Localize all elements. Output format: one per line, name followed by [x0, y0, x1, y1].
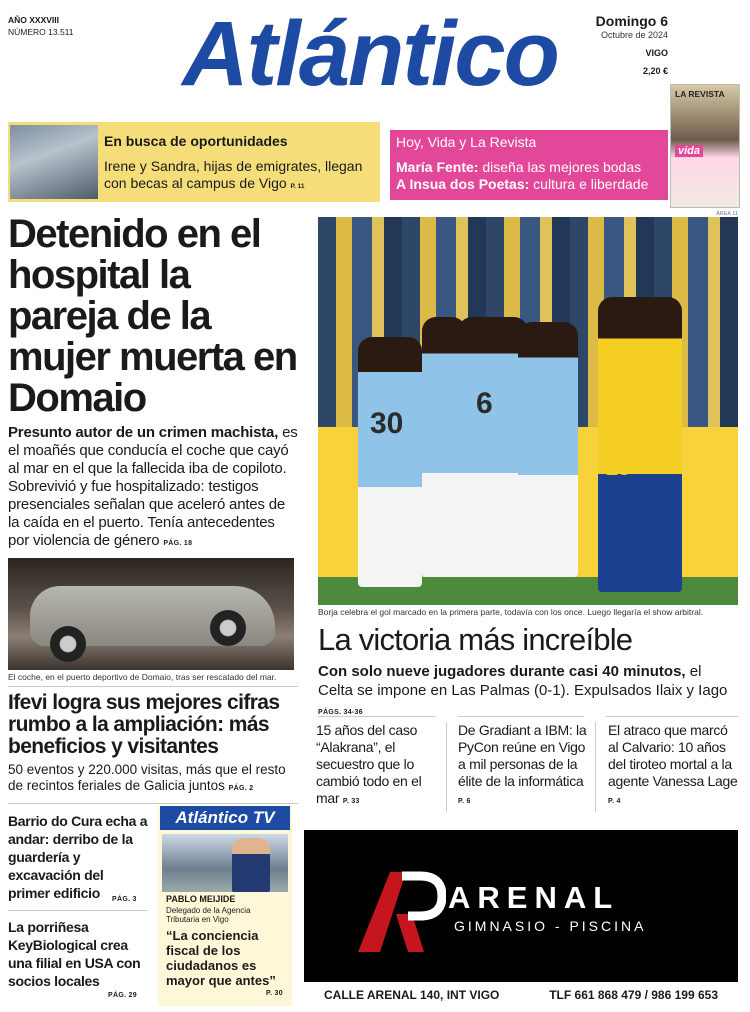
- photo-caption: Borja celebra el gol marcado en la primera parte, todavía con los once. Luego llegaría el show arbitral.: [318, 607, 704, 617]
- jersey-number: 30: [370, 407, 404, 440]
- brief-alakrana-page: P. 33: [342, 798, 360, 805]
- ad-brand: ARENAL: [448, 880, 620, 915]
- date-block: [596, 14, 668, 78]
- teaser-revista[interactable]: [390, 130, 668, 200]
- ad-footer: [304, 984, 738, 1006]
- column-rule: [446, 722, 447, 812]
- teaser-revista-line1: María Fente: diseña las mejores bodas: [396, 159, 642, 175]
- teaser-revista-line2: A Insua dos Poetas: cultura e liberdade: [396, 176, 649, 192]
- ifevi-headline[interactable]: Ifevi logra sus mejores cifras rumbo a la ampliación: más beneficios y visitantes: [8, 691, 280, 758]
- match-photo: [318, 217, 738, 605]
- divider: [8, 803, 298, 804]
- divider: [606, 716, 738, 717]
- lead-headline[interactable]: Detenido en el hospital la pareja de la mujer muerta en Domaio: [8, 212, 297, 420]
- brief-barrio-do-cura[interactable]: Barrio do Cura echa a andar: derribo de la guardería y excavación del primer edificio: [8, 813, 148, 901]
- sport-page: PÁGS. 34-36: [318, 709, 363, 716]
- tv-name: PABLO MEIJIDE: [166, 894, 236, 904]
- brief-pycon-page: P. 6: [458, 798, 471, 805]
- area-label: ÁREA 11: [716, 211, 738, 217]
- edition-info: [8, 14, 74, 38]
- ad-address: CALLE ARENAL 140, INT VIGO: [324, 988, 500, 1002]
- teaser-body: Irene y Sandra, hijas de emigrates, llegan con becas al campus de Vigo P. 11: [104, 158, 363, 191]
- car-caption: El coche, en el puerto deportivo de Domaio, tras ser rescatado del mar.: [8, 672, 277, 682]
- issue-day: Domingo 6: [595, 13, 668, 29]
- sport-lead: Con solo nueve jugadores durante casi 40 minutos, el Celta se impone en Las Palmas (0-1). Expulsados Ilaix y Iago PÁGS. 34-36: [318, 663, 728, 716]
- column-rule: [595, 722, 596, 812]
- ad-phones: TLF 661 868 479 / 986 199 653: [549, 988, 718, 1002]
- car-wheel-front: [50, 626, 86, 662]
- jersey-number: 6: [476, 387, 493, 420]
- tv-role: Delegado de la Agencia Tributaria en Vigo: [166, 906, 251, 924]
- revista-label: LA REVISTA: [675, 89, 725, 99]
- teaser-title: En busca de oportunidades: [104, 133, 288, 149]
- brief-calvario[interactable]: El atraco que marcó al Calvario: 10 años del tiroteo mortal a la agente Vanessa Lage P. 4: [608, 722, 738, 805]
- issue-city: VIGO: [645, 48, 668, 58]
- player-las-palmas: [598, 297, 682, 592]
- sport-headline[interactable]: La victoria más increíble: [318, 622, 633, 657]
- tv-quote[interactable]: “La conciencia fiscal de los ciudadanos es mayor que antes”: [166, 928, 276, 988]
- teaser-page: P. 11: [290, 183, 305, 190]
- jersey-number: 23: [606, 455, 631, 480]
- teaser-revista-title: Hoy, Vida y La Revista: [396, 134, 537, 150]
- tv-page: P. 30: [266, 990, 283, 997]
- lead-summary: Presunto autor de un crimen machista, es el moañés que conducía el coche que cayó al mar en el que la fallecida iba de copiloto. Sobrevivió y fue hospitalizado: testigos presenciales señalan que aceleró antes de la caída en el puerto. Tenía antecedentes por violencia de género PÁG. 18: [8, 424, 298, 549]
- brief-keybiological[interactable]: La porriñesa KeyBiological crea una filial en USA con socios locales: [8, 919, 141, 989]
- issue-number: NÚMERO 13.511: [8, 27, 74, 37]
- brief-barrio-page: PÁG. 3: [112, 896, 137, 903]
- divider: [8, 910, 148, 911]
- player-celta: [358, 337, 422, 587]
- divider: [318, 716, 436, 717]
- issue-date: Octubre de 2024: [600, 30, 668, 40]
- tv-person: [232, 838, 270, 892]
- brief-keybiological-page: PÁG. 29: [108, 992, 137, 999]
- car-wheel-rear: [210, 610, 246, 646]
- ifevi-page: PÁG. 2: [228, 785, 254, 792]
- teaser-photo: [10, 125, 98, 199]
- ifevi-body: 50 eventos y 220.000 visitas, más que el resto de recintos feriales de Galicia juntos PÁG. 2: [8, 762, 286, 793]
- brief-pycon[interactable]: De Gradiant a IBM: la PyCon reúne en Vigo a mil personas de la élite de la informática P. 6: [458, 722, 587, 805]
- divider: [8, 686, 298, 687]
- lead-page: PÁG. 18: [163, 540, 193, 547]
- tv-title[interactable]: Atlántico TV: [160, 806, 290, 830]
- ad-tagline: GIMNASIO - PISCINA: [454, 918, 647, 934]
- newspaper-title[interactable]: Atlántico: [182, 3, 558, 105]
- divider: [458, 716, 584, 717]
- brief-alakrana[interactable]: 15 años del caso “Alakrana”, el secuestro que lo cambió todo en el mar P. 33: [316, 722, 422, 806]
- arenal-logo-icon: [350, 864, 446, 956]
- revista-thumbnail[interactable]: [670, 84, 740, 208]
- player-celta: [518, 322, 578, 577]
- issue-price: 2,20 €: [642, 66, 668, 76]
- teaser-opportunities[interactable]: [8, 122, 380, 202]
- year-label: AÑO XXXVIII: [8, 15, 60, 25]
- vida-label: vida: [675, 145, 703, 157]
- brief-calvario-page: P. 4: [608, 798, 621, 805]
